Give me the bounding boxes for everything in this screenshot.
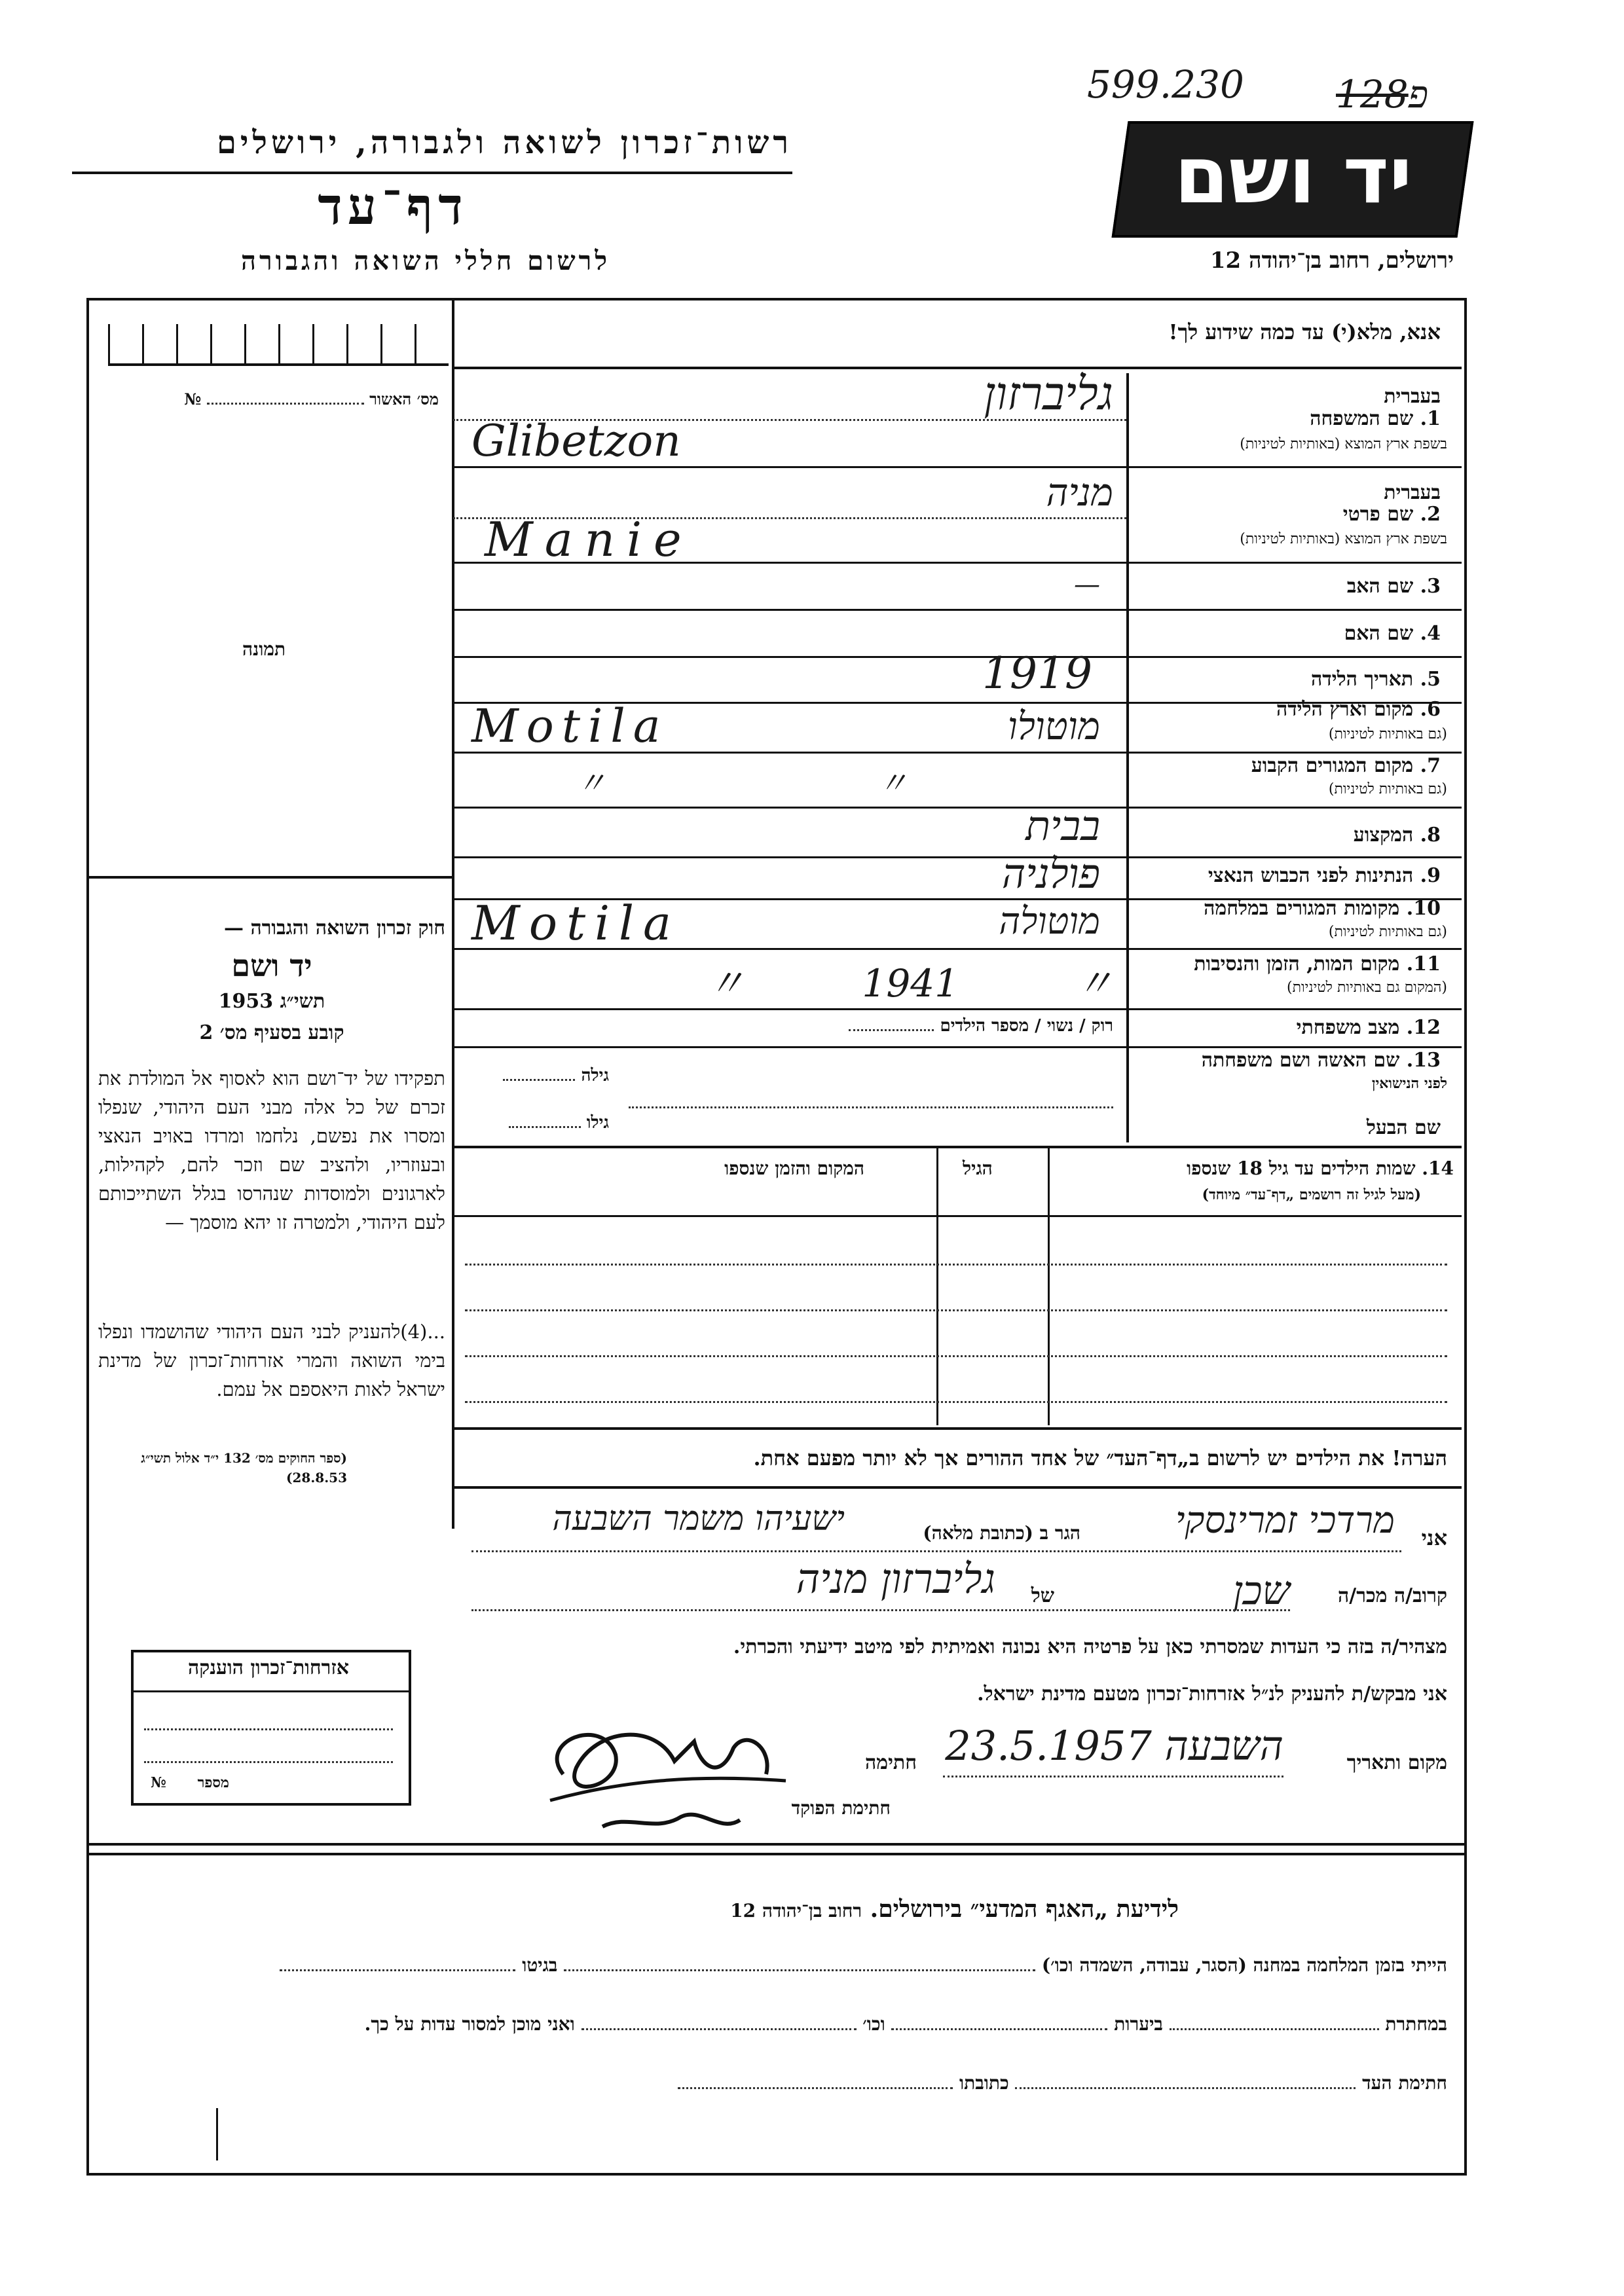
- row9-label: 9. הנתינות לפני הכבוש הנאצי: [1208, 864, 1441, 887]
- note-bottom-line: [453, 1486, 1462, 1489]
- children-label: 14. שמות הילדים עד גיל 18 שנספו: [1187, 1157, 1454, 1179]
- yad-vashem-logo: [1111, 121, 1473, 238]
- footer-top-line-2: [86, 1853, 1464, 1855]
- row-line-4: [453, 656, 1462, 658]
- row5-value: 1919: [982, 648, 1092, 699]
- note-text: הערה! את הילדים יש לרשום ב„דף־העד״ של אחד ההורים אך לא יותר מפעם אחת.: [753, 1446, 1447, 1470]
- decl-relative-label: קרוב/ה מכר/ה: [1338, 1584, 1447, 1607]
- children-col-1: [1048, 1147, 1050, 1425]
- footer-heading: לידיעת „האגף המדעי״ בירושלים. רחוב בן־יהודה 12: [730, 1895, 1179, 1923]
- row1-value-lat: Glibetzon: [471, 416, 681, 466]
- left-col-divider: [452, 298, 454, 1529]
- file-number: [1336, 72, 1428, 117]
- row13-line: [629, 1106, 1113, 1108]
- row6-value-lat: Motila: [471, 699, 669, 753]
- decl-of-value: גליברזון מניה: [796, 1555, 995, 1603]
- citizenship-line-2: [144, 1761, 393, 1763]
- row3-value: —: [1074, 570, 1100, 600]
- archive-number: 599.230: [1087, 62, 1244, 107]
- label-col-divider: [1126, 373, 1129, 1142]
- decl-place-date-label: מקום ותאריך: [1346, 1751, 1447, 1774]
- approval-label: [111, 390, 439, 409]
- law-ref: (ספר החוקים מס׳ 132 י״ד אלול תשי״ג 28.8.53): [141, 1450, 347, 1485]
- file-prefix: פ: [1408, 72, 1429, 117]
- row1-sub: בשפת ארץ המוצא (באותיות לטיניות): [1240, 436, 1447, 452]
- law-body-2: ...(4)להעניק לבני העם היהודי שהושמדו ונפלו בימי השואה והמרי אזרחות־זכרון של מדינת ישראל לאות היאספם אל עמם.: [98, 1321, 445, 1400]
- approval-label-text: מס׳ האשור: [369, 390, 439, 409]
- decl-statement: מצהיר/ה בזה כי העדות שמסרתי כאן על פרטיה היא נכונה ואמיתית לפי מיטב ידיעתי והכרתי.: [733, 1635, 1447, 1658]
- decl-line-1: [471, 1550, 1401, 1552]
- row7-label: 7. מקום המגורים הקבוע: [1251, 754, 1441, 777]
- decl-address: ישעיהו משמר השבעה: [552, 1499, 845, 1539]
- row6-sub: (גם באותיות לטיניות): [1328, 726, 1447, 742]
- row-line-12: [453, 1046, 1462, 1048]
- row11-label: 11. מקום המות, הזמן והנסיבות: [1194, 953, 1441, 975]
- row12-label: 12. מצב משפחתי: [1296, 1016, 1441, 1039]
- children-row-2: [465, 1309, 1447, 1311]
- law-title: חוק זכרון השואה והגבורה —: [224, 917, 445, 939]
- footer-line-2: במחתרת ביערות וכו׳ ואני מוכן למסור עדות על כך.: [364, 2013, 1447, 2035]
- children-col-age: הגיל: [963, 1157, 993, 1179]
- row2-label: 2. שם פרטי: [1342, 503, 1441, 526]
- signature-mark: [524, 1702, 799, 1846]
- husband-label: שם הבעל: [1366, 1116, 1441, 1139]
- decl-of-label: של: [1031, 1584, 1054, 1607]
- children-row-3: [465, 1355, 1447, 1357]
- approval-no: №: [184, 390, 202, 409]
- row9-value: פולניה: [1001, 850, 1100, 898]
- org-line: רשות־זכרון לשואה ולגבורה, ירושלים: [216, 124, 792, 161]
- form-title: דף־עד: [318, 177, 468, 236]
- row2-sub: בשפת ארץ המוצא (באותיות לטיניות): [1240, 531, 1447, 547]
- row8-value: בבית: [1025, 802, 1100, 850]
- row10-sub: (גם באותיות לטיניות): [1328, 924, 1447, 940]
- row7-value: 〃 〃: [576, 765, 908, 801]
- decl-name: מרדכי זמרינסקי: [1175, 1499, 1395, 1542]
- row4-label: 4. שם האם: [1344, 622, 1441, 645]
- note-top-line: [453, 1427, 1462, 1430]
- decl-request: אני מבקש/ת להעניק לנ״ל אזרחות־זכרון מטעם מדינת ישראל.: [977, 1683, 1447, 1705]
- citizenship-line-1: [144, 1728, 393, 1730]
- row-line-3: [453, 609, 1462, 611]
- number-boxes: [108, 324, 449, 366]
- husband-age: גילו: [471, 1113, 609, 1133]
- file-number-value: 128: [1336, 72, 1409, 117]
- intro-text: אנא, מלא(י) עד כמה שידוע לך!: [1168, 319, 1441, 344]
- photo-bottom-line: [86, 876, 453, 879]
- row11-sub: (המקום גם באותיות לטיניות): [1287, 979, 1447, 996]
- decl-relation: שכן: [1232, 1568, 1290, 1614]
- row6-value-he: מוטולו: [1007, 704, 1100, 748]
- decl-signature-label: חתימה: [865, 1751, 917, 1774]
- row2-value-he: מניה: [1046, 470, 1113, 515]
- row5-label: 5. תאריך הלידה: [1311, 668, 1441, 691]
- logo-text: יד ושם: [1174, 130, 1412, 221]
- decl-i: אני: [1421, 1525, 1447, 1550]
- row10-label: 10. מקומות המגורים במלחמה: [1204, 897, 1441, 920]
- row-line-11: [453, 1008, 1462, 1010]
- law-body: תפקידו של יד־ושם הוא לאסוף אל המולדת את זכרם של כל אלה מבני העם היהודי, שנפלו ומסרו את נפשם, נלחמו ומרדו באויב הנאצי ובעוזריו, ולהציב שם וזכר להם, לקהילות, לארגונים ולמוסדות שנהרסו בגלל השתייכותם לעם היהודי, ולמטרה זו יהא מוסמך —: [98, 1067, 445, 1233]
- decl-resides-label: הגר ב (כתובת מלאה): [923, 1522, 1080, 1544]
- children-row-1: [465, 1264, 1447, 1266]
- row11-value: 〃 1941 〃: [707, 961, 1114, 1006]
- row12-options: רוק / נשוי / מספר הילדים: [655, 1016, 1113, 1036]
- footer-line-1: הייתי בזמן המלחמה במחנה (הסגר, עבודה, השמדה וכו׳) בגיטו: [105, 1954, 1447, 1977]
- decl-line-3: [943, 1776, 1283, 1777]
- row7-sub: (גם באותיות לטיניות): [1328, 781, 1447, 797]
- row10-value-he: מוטולה: [999, 900, 1100, 943]
- children-sub: (מעל לגיל זה רושמים „דף־עד״ מיוחד): [1202, 1186, 1421, 1203]
- row3-label: 3. שם האב: [1346, 575, 1441, 598]
- row8-label: 8. המקצוע: [1353, 824, 1441, 847]
- row1-lang: בעברית: [1384, 385, 1441, 408]
- children-header-line: [453, 1215, 1462, 1217]
- footer-mark: [216, 2108, 218, 2160]
- footer-line-3: חתימת העד כתובתו: [458, 2072, 1447, 2094]
- org-underline: [72, 172, 792, 174]
- photo-label: תמונה: [242, 638, 286, 660]
- row1-value-he: גליברזון: [984, 367, 1113, 420]
- row-line-13: [453, 1146, 1462, 1148]
- law-clause: קובע בסעיף מס׳ 2: [199, 1021, 344, 1044]
- row6-label: 6. מקום וארץ הלידה: [1276, 698, 1441, 721]
- decl-officer-label: חתימת הפוקד: [791, 1797, 891, 1819]
- law-year: 1953 תשי״ג: [218, 990, 325, 1013]
- form-subtitle: לרשום חללי השואה והגבורה: [240, 246, 611, 276]
- row1-label: 1. שם המשפחה: [1310, 407, 1441, 430]
- children-row-4: [465, 1401, 1447, 1403]
- row2-lang: בעברית: [1384, 481, 1441, 504]
- law-name: יד ושם: [231, 948, 312, 983]
- row13-age: גילה: [471, 1066, 609, 1085]
- decl-line-2: [471, 1609, 1290, 1611]
- row13-label: 13. שם האשה ושם משפחתה: [1201, 1049, 1441, 1072]
- row13-sub: לפני הנישואין: [1371, 1075, 1447, 1092]
- children-col-2: [936, 1147, 938, 1425]
- citizenship-number: № מספר: [151, 1774, 229, 1791]
- footer-top-line: [86, 1843, 1464, 1846]
- row-line-1: [453, 466, 1462, 468]
- citizenship-title-line: [131, 1690, 409, 1692]
- row10-value-lat: Motila: [471, 896, 680, 951]
- citizenship-title: אזרחות־זכרון הוענקה: [187, 1656, 350, 1679]
- address: ירושלים, רחוב בן־יהודה 12: [1209, 247, 1454, 274]
- decl-place-date: השבעה 23.5.1957: [945, 1722, 1283, 1770]
- children-col-place: המקום והזמן שנספו: [724, 1157, 864, 1179]
- row2-value-lat: Manie: [485, 512, 693, 567]
